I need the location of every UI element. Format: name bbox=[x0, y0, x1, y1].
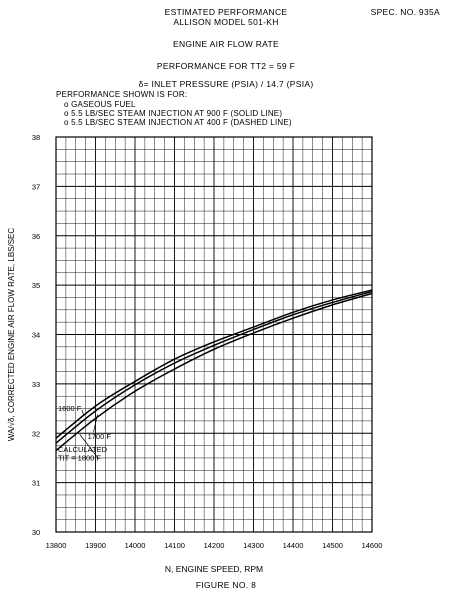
y-tick-label: 31 bbox=[31, 478, 41, 488]
y-tick-labels bbox=[32, 133, 40, 537]
x-tick-label: 14500 bbox=[322, 541, 343, 550]
performance-item-3: o 5.5 LB/SEC STEAM INJECTION AT 400 F (DASHED LINE) bbox=[64, 118, 292, 127]
major-grid bbox=[56, 137, 372, 532]
svg-text:1600 F: 1600 F bbox=[58, 404, 82, 414]
performance-item-1: o GASEOUS FUEL bbox=[64, 100, 136, 109]
performance-item-2: o 5.5 LB/SEC STEAM INJECTION AT 900 F (SOLID LINE) bbox=[64, 109, 283, 118]
y-tick-label: 30 bbox=[31, 528, 41, 537]
title-line-1: ESTIMATED PERFORMANCE bbox=[164, 7, 288, 17]
x-tick-label: 14600 bbox=[361, 541, 383, 550]
y-tick-label: 33 bbox=[31, 379, 41, 389]
x-axis-label: N, ENGINE SPEED, RPM bbox=[164, 564, 264, 574]
title-line-4: PERFORMANCE FOR TT2 = 59 F bbox=[156, 61, 296, 71]
y-tick-label: 37 bbox=[31, 182, 41, 192]
svg-text:1700 F: 1700 F bbox=[87, 432, 111, 442]
x-tick-labels bbox=[46, 541, 383, 550]
svg-text:CALCULATED: CALCULATED bbox=[58, 445, 108, 455]
annotation-1700f bbox=[88, 414, 112, 441]
title-line-3: ENGINE AIR FLOW RATE bbox=[173, 39, 279, 49]
spec-number: SPEC. NO. 935A bbox=[370, 7, 440, 17]
x-tick-label: 14300 bbox=[243, 541, 264, 550]
y-tick-label: 38 bbox=[31, 133, 41, 142]
figure-label: FIGURE NO. 8 bbox=[195, 580, 257, 590]
title-line-2: ALLISON MODEL 501-KH bbox=[173, 17, 279, 27]
svg-text:TIT = 1800 F: TIT = 1800 F bbox=[58, 453, 102, 463]
x-tick-label: 14400 bbox=[282, 541, 304, 550]
y-tick-label: 35 bbox=[31, 281, 41, 291]
y-tick-label: 32 bbox=[31, 429, 41, 439]
x-tick-label: 14000 bbox=[124, 541, 146, 550]
annotation-1600f bbox=[58, 404, 84, 415]
x-tick-label: 14200 bbox=[203, 541, 225, 550]
y-tick-label: 36 bbox=[31, 231, 41, 241]
x-tick-label: 13900 bbox=[85, 541, 106, 550]
title-line-5: δ= INLET PRESSURE (PSIA) / 14.7 (PSIA) bbox=[138, 79, 314, 89]
performance-heading: PERFORMANCE SHOWN IS FOR: bbox=[56, 90, 188, 99]
y-axis-label: WA/√δ, CORRECTED ENGINE AIR FLOW RATE, LBS/SEC bbox=[7, 227, 16, 442]
x-tick-label: 14100 bbox=[164, 541, 185, 550]
y-tick-label: 34 bbox=[31, 330, 41, 340]
x-tick-label: 13800 bbox=[45, 541, 67, 550]
